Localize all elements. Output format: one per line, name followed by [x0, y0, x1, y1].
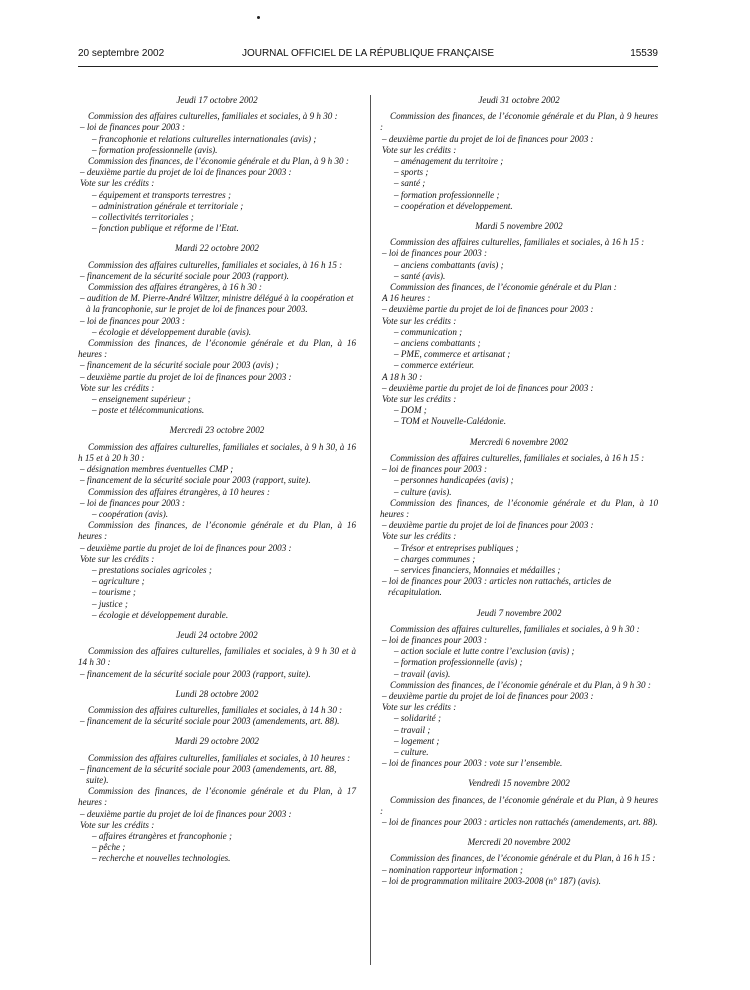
- agenda-item: – loi de finances pour 2003 :: [80, 122, 186, 133]
- agenda-item: – loi de finances pour 2003 : articles non rattachés, articles de récapitulation.: [382, 576, 612, 598]
- commission-heading: Commission des finances, de l’économie générale et du Plan, à 17 heures :: [78, 786, 356, 808]
- day-section: [380, 778, 658, 828]
- day-section: [78, 243, 356, 416]
- commission-heading: Commission des affaires culturelles, familiales et sociales, à 16 h 15 :: [88, 259, 343, 270]
- day-heading: Lundi 28 octobre 2002: [175, 688, 259, 699]
- commission-heading: Commission des finances, de l’économie générale et du Plan, à 16 h 15 :: [390, 853, 656, 864]
- agenda-item: – commerce extérieur.: [394, 360, 475, 371]
- commission-heading: Commission des affaires étrangères, à 10 heures :: [88, 486, 270, 497]
- agenda-item: – enseignement supérieur ;: [92, 394, 191, 405]
- agenda-item: – administration générale et territoriale ;: [92, 200, 244, 211]
- agenda-item: – affaires étrangères et francophonie ;: [92, 830, 233, 841]
- agenda-item: Vote sur les crédits :: [80, 382, 155, 393]
- agenda-item: – coopération (avis).: [92, 508, 169, 519]
- commission-heading: Commission des affaires culturelles, familiales et sociales, à 16 h 15 :: [390, 452, 645, 463]
- agenda-item: – fonction publique et réforme de l’Etat.: [92, 223, 239, 234]
- agenda-item: – pêche ;: [92, 842, 126, 853]
- agenda-item: – francophonie et relations culturelles internationales (avis) ;: [92, 133, 317, 144]
- agenda-item: – recherche et nouvelles technologies.: [92, 853, 231, 864]
- day-heading: Mardi 29 octobre 2002: [175, 736, 259, 747]
- agenda-item: – loi de finances pour 2003 :: [80, 315, 186, 326]
- day-heading: Vendredi 15 novembre 2002: [468, 778, 570, 789]
- header-rule: [78, 66, 658, 67]
- agenda-item: – culture (avis).: [394, 486, 452, 497]
- right-column: [380, 95, 658, 896]
- agenda-item: – deuxième partie du projet de loi de finances pour 2003 :: [80, 167, 292, 178]
- agenda-item: – DOM ;: [394, 405, 427, 416]
- agenda-item: – culture.: [394, 746, 429, 757]
- agenda-item: Vote sur les crédits :: [382, 144, 457, 155]
- agenda-item: – loi de programmation militaire 2003-2008 (n° 187) (avis).: [382, 875, 601, 886]
- agenda-item: – tourisme ;: [92, 587, 136, 598]
- agenda-item: – loi de finances pour 2003 : vote sur l’ensemble.: [382, 758, 563, 769]
- commission-heading: Commission des finances, de l’économie générale et du Plan, à 16 heures :: [78, 338, 356, 360]
- agenda-item: – formation professionnelle (avis) ;: [394, 657, 523, 668]
- agenda-item: Vote sur les crédits :: [382, 702, 457, 713]
- agenda-item: – loi de finances pour 2003 :: [382, 248, 488, 259]
- page-header: [78, 48, 658, 64]
- commission-heading: Commission des affaires culturelles, familiales et sociales, à 9 h 30, à 16 h 15 et à 20 h 30 :: [78, 441, 356, 463]
- agenda-item: – justice ;: [92, 598, 128, 609]
- commission-heading: Commission des finances, de l’économie générale et du Plan, à 10 heures :: [380, 497, 658, 519]
- agenda-item: – loi de finances pour 2003 : articles non rattachés (amendements, art. 88).: [382, 816, 658, 827]
- agenda-item: – logement ;: [394, 735, 440, 746]
- agenda-item: – formation professionnelle ;: [394, 189, 500, 200]
- agenda-item: – charges communes ;: [394, 553, 476, 564]
- agenda-item: Vote sur les crédits :: [80, 553, 155, 564]
- day-heading: Jeudi 31 octobre 2002: [478, 95, 560, 105]
- agenda-item: – aménagement du territoire ;: [394, 156, 504, 167]
- commission-heading: Commission des finances, de l’économie générale et du Plan, à 9 h 30 :: [88, 156, 349, 167]
- agenda-item: – prestations sociales agricoles ;: [92, 564, 212, 575]
- agenda-item: Vote sur les crédits :: [80, 819, 155, 830]
- day-section: [78, 689, 356, 728]
- agenda-item: – deuxième partie du projet de loi de finances pour 2003 :: [80, 542, 292, 553]
- agenda-item: – travail ;: [394, 724, 431, 735]
- agenda-item: – coopération et développement.: [394, 200, 513, 211]
- commission-heading: Commission des affaires culturelles, familiales et sociales, à 14 h 30 :: [88, 704, 343, 715]
- day-section: [380, 221, 658, 428]
- agenda-item: – deuxième partie du projet de loi de finances pour 2003 :: [382, 520, 594, 531]
- agenda-item: – services financiers, Monnaies et médailles ;: [394, 564, 561, 575]
- day-section: [380, 608, 658, 770]
- header-date: 20 septembre 2002: [78, 48, 165, 59]
- agenda-item: Vote sur les crédits :: [382, 315, 457, 326]
- commission-heading: Commission des finances, de l’économie générale et du Plan, à 9 heures :: [380, 111, 658, 133]
- agenda-item: – écologie et développement durable (avis).: [92, 326, 252, 337]
- day-section: [380, 437, 658, 599]
- agenda-item: – Trésor et entreprises publiques ;: [394, 542, 519, 553]
- commission-heading: Commission des affaires culturelles, familiales et sociales, à 9 h 30 et à 14 h 30 :: [78, 646, 356, 668]
- agenda-item: – communication ;: [394, 326, 463, 337]
- day-heading: Mercredi 23 octobre 2002: [169, 425, 265, 436]
- agenda-item: – financement de la sécurité sociale pour 2003 (rapport, suite).: [80, 668, 311, 679]
- commission-heading: Commission des affaires culturelles, familiales et sociales, à 10 heures :: [88, 752, 351, 763]
- agenda-item: – personnes handicapées (avis) ;: [394, 475, 514, 486]
- agenda-item: – formation professionnelle (avis).: [92, 144, 218, 155]
- agenda-item: Vote sur les crédits :: [80, 178, 155, 189]
- agenda-item: – collectivités territoriales ;: [92, 212, 194, 223]
- agenda-item: – sports ;: [394, 167, 429, 178]
- agenda-item: Vote sur les crédits :: [382, 531, 457, 542]
- commission-heading: Commission des affaires culturelles, familiales et sociales, à 9 h 30 :: [88, 111, 338, 122]
- agenda-item: – action sociale et lutte contre l’exclusion (avis) ;: [394, 646, 575, 657]
- day-heading: Jeudi 17 octobre 2002: [176, 95, 258, 105]
- day-heading: Jeudi 24 octobre 2002: [176, 629, 258, 640]
- agenda-item: – deuxième partie du projet de loi de finances pour 2003 :: [382, 690, 594, 701]
- agenda-item: – financement de la sécurité sociale pour 2003 (rapport, suite).: [80, 475, 311, 486]
- left-column: [78, 95, 356, 874]
- commission-heading: Commission des finances, de l’économie générale et du Plan, à 9 h 30 :: [390, 679, 651, 690]
- column-divider: [370, 95, 371, 965]
- agenda-item: – anciens combattants ;: [394, 338, 481, 349]
- day-section: [78, 95, 356, 234]
- agenda-item: – financement de la sécurité sociale pour 2003 (rapport).: [80, 270, 289, 281]
- agenda-item: – équipement et transports terrestres ;: [92, 189, 231, 200]
- agenda-item: – loi de finances pour 2003 :: [382, 634, 488, 645]
- day-heading: Mardi 5 novembre 2002: [475, 221, 563, 232]
- day-section: [78, 736, 356, 864]
- day-section: [380, 837, 658, 887]
- agenda-item: – nomination rapporteur information ;: [382, 864, 523, 875]
- print-speck: [257, 16, 260, 19]
- agenda-item: – écologie et développement durable.: [92, 609, 229, 620]
- commission-heading: Commission des finances, de l’économie générale et du Plan :: [390, 282, 617, 293]
- commission-heading: Commission des affaires culturelles, familiales et sociales, à 16 h 15 :: [390, 237, 645, 248]
- agenda-item: – deuxième partie du projet de loi de finances pour 2003 :: [382, 133, 594, 144]
- agenda-item: – deuxième partie du projet de loi de finances pour 2003 :: [80, 808, 292, 819]
- agenda-item: – agriculture ;: [92, 576, 145, 587]
- day-section: [78, 630, 356, 680]
- day-heading: Jeudi 7 novembre 2002: [476, 607, 562, 618]
- day-heading: Mercredi 6 novembre 2002: [469, 436, 569, 447]
- agenda-item: – PME, commerce et artisanat ;: [394, 349, 511, 360]
- agenda-item: – loi de finances pour 2003 :: [80, 497, 186, 508]
- agenda-item: A 18 h 30 :: [382, 371, 423, 382]
- day-section: [78, 425, 356, 620]
- commission-heading: Commission des affaires étrangères, à 16 h 30 :: [88, 282, 262, 293]
- commission-heading: Commission des finances, de l’économie générale et du Plan, à 9 heures :: [380, 794, 658, 816]
- agenda-item: A 16 heures :: [382, 293, 431, 304]
- agenda-item: Vote sur les crédits :: [382, 394, 457, 405]
- agenda-item: – financement de la sécurité sociale pour 2003 (avis) ;: [80, 360, 279, 371]
- agenda-item: – santé ;: [394, 178, 426, 189]
- day-section: [380, 95, 658, 212]
- agenda-item: – loi de finances pour 2003 :: [382, 464, 488, 475]
- commission-heading: Commission des finances, de l’économie générale et du Plan, à 16 heures :: [78, 520, 356, 542]
- day-heading: Mardi 22 octobre 2002: [175, 243, 259, 254]
- day-heading: Mercredi 20 novembre 2002: [467, 837, 571, 848]
- agenda-item: – poste et télécommunications.: [92, 405, 205, 416]
- agenda-item: – deuxième partie du projet de loi de finances pour 2003 :: [382, 382, 594, 393]
- agenda-item: – désignation membres éventuelles CMP ;: [80, 464, 234, 475]
- header-journal-title: JOURNAL OFFICIEL DE LA RÉPUBLIQUE FRANÇAISE: [241, 48, 495, 59]
- agenda-item: – financement de la sécurité sociale pour 2003 (amendements, art. 88, suite).: [80, 763, 337, 785]
- header-page-number: 15539: [630, 48, 658, 59]
- agenda-item: – financement de la sécurité sociale pour 2003 (amendements, art. 88).: [80, 716, 340, 727]
- agenda-item: – travail (avis).: [394, 668, 451, 679]
- agenda-item: – santé (avis).: [394, 270, 446, 281]
- agenda-item: – anciens combattants (avis) ;: [394, 259, 504, 270]
- agenda-item: – deuxième partie du projet de loi de finances pour 2003 :: [382, 304, 594, 315]
- agenda-item: – deuxième partie du projet de loi de finances pour 2003 :: [80, 371, 292, 382]
- agenda-item: – solidarité ;: [394, 713, 441, 724]
- agenda-item: – TOM et Nouvelle-Calédonie.: [394, 416, 506, 427]
- agenda-item: – audition de M. Pierre-André Wiltzer, ministre délégué à la coopération et à la francophonie, sur le projet de loi de finances pour 2003.: [80, 293, 354, 315]
- commission-heading: Commission des affaires culturelles, familiales et sociales, à 9 h 30 :: [390, 623, 640, 634]
